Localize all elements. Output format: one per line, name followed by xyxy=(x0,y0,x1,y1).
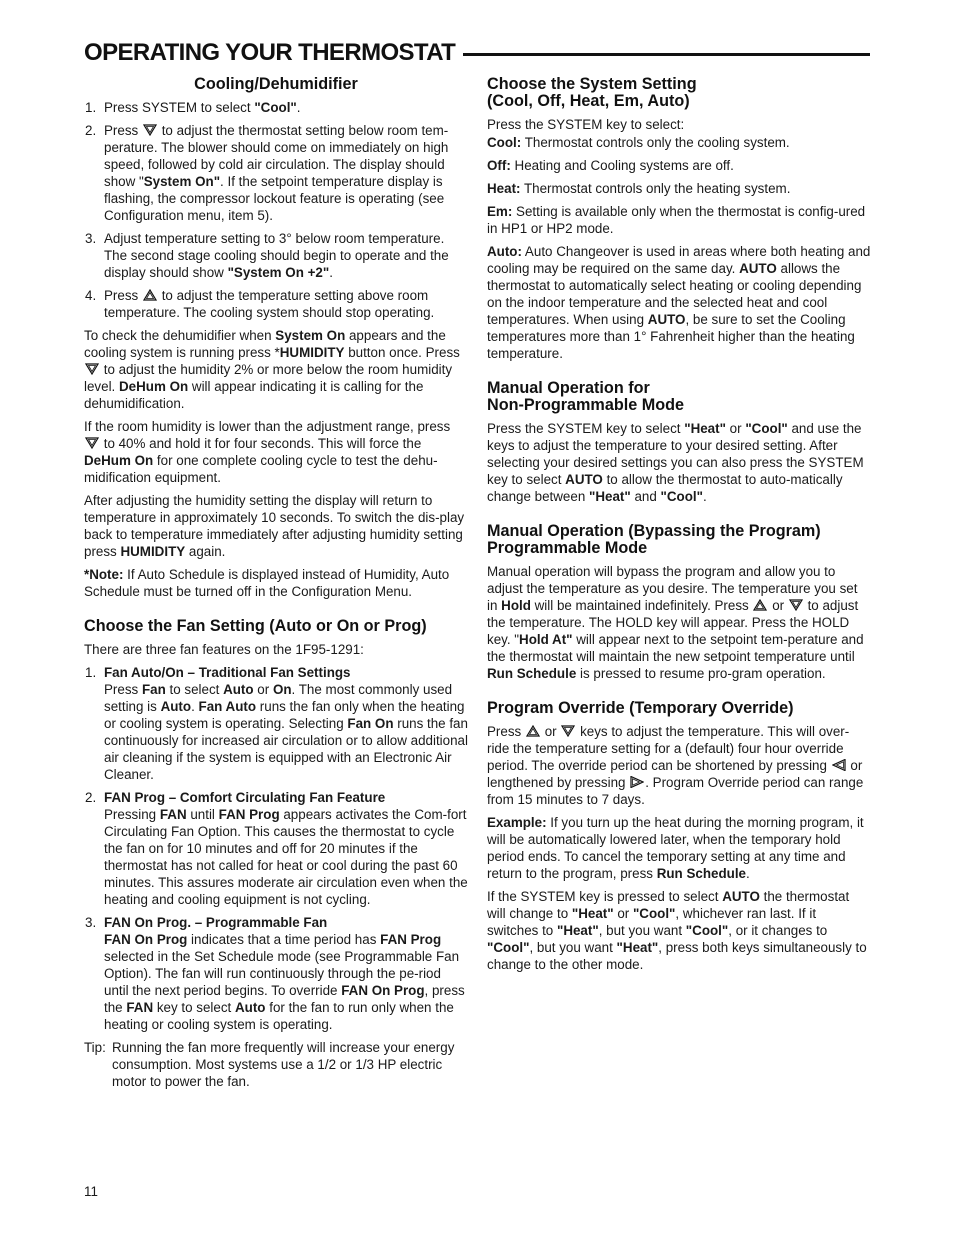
text: Press xyxy=(487,724,522,739)
text: will appear indicating it is calling for the dehumidification. xyxy=(84,379,424,411)
text: . xyxy=(746,866,750,881)
text: , but you want xyxy=(598,923,686,938)
text: button once. Press xyxy=(344,345,460,360)
cooling-step-2 xyxy=(84,122,468,224)
fan-heading: Choose the Fan Setting (Auto or On or Prog) xyxy=(84,617,427,635)
text-bold: Hold At" xyxy=(519,632,573,647)
system-off xyxy=(487,157,871,174)
system-heat xyxy=(487,180,871,197)
text-bold: FAN xyxy=(159,807,187,822)
manual-prog-text xyxy=(487,563,871,682)
text: runs the fan only when the heating or cooling system is operating. Selecting xyxy=(104,699,465,731)
text-bold: FAN Prog xyxy=(380,932,442,947)
step-number: 3. xyxy=(85,915,97,930)
text: , press both keys simultaneously to change to the other mode. xyxy=(487,940,867,972)
text-bold: Fan Auto xyxy=(198,699,257,714)
fan-step-1 xyxy=(84,664,468,783)
term-label: Auto: xyxy=(487,244,522,259)
heading-line: (Cool, Off, Heat, Em, Auto) xyxy=(487,92,690,110)
text-bold: HUMIDITY xyxy=(279,345,345,360)
text: If the SYSTEM key is pressed to select xyxy=(487,889,723,904)
text: to allow the thermostat to auto-matically change between xyxy=(487,472,843,504)
text: is pressed to resume pro-gram operation. xyxy=(576,666,826,681)
text-bold: FAN xyxy=(126,1000,154,1015)
text: the thermostat will change to xyxy=(487,889,850,921)
text: or xyxy=(613,906,633,921)
text: Press the SYSTEM key to select: xyxy=(487,117,685,132)
tip-label: Tip: xyxy=(84,1040,106,1055)
text: . Program Override period can range from 15 minutes to 7 days. xyxy=(487,775,864,807)
text: and use the keys to adjust the temperature to your desired setting. After selecting your desired settings you can also press the SYSTEM key to select xyxy=(487,421,864,487)
fan-step-title: FAN Prog – Comfort Circulating Fan Feature xyxy=(104,790,386,805)
text-bold: AUTO xyxy=(565,472,603,487)
left-arrow-icon xyxy=(832,759,846,771)
text: to adjust the temperature. The HOLD key will appear. Press the HOLD key. " xyxy=(487,598,859,647)
fan-step-2 xyxy=(84,789,468,908)
system-auto xyxy=(487,243,871,362)
text: or lengthened by pressing xyxy=(487,758,863,790)
text: If you turn up the heat during the morning program, it will be automatically lowered later, when the temporary hold period ends. To cancel the temporary setting at any time and return to the program, press xyxy=(487,815,864,881)
step-number: 1. xyxy=(85,665,97,680)
text-bold: "Cool" xyxy=(632,906,676,921)
step-text: . xyxy=(296,100,301,115)
step-text: Press xyxy=(104,123,139,138)
manual-prog-heading xyxy=(487,523,871,557)
fan-tip xyxy=(84,1039,468,1090)
step-text: Press xyxy=(104,288,139,303)
text-bold: Fan xyxy=(141,682,166,697)
text: Heating and Cooling systems are off. xyxy=(510,158,734,173)
cooling-step-3 xyxy=(84,230,468,281)
text: , whichever ran last. If it switches to xyxy=(487,906,817,938)
text: will be maintained indefinitely. Press xyxy=(530,598,749,613)
cooling-step-1 xyxy=(84,99,468,116)
text-bold: AUTO xyxy=(647,312,686,327)
text-bold: Run Schedule xyxy=(487,666,577,681)
fan-steps xyxy=(84,664,468,1033)
text: until xyxy=(186,807,219,822)
text: key to select xyxy=(153,1000,235,1015)
fan-intro: There are three fan features on the 1F95-1291: xyxy=(84,642,364,657)
text: , press the xyxy=(104,983,465,1015)
text: , or it changes to xyxy=(728,923,828,938)
heading-line: Programmable Mode xyxy=(487,539,648,557)
right-column xyxy=(487,76,871,979)
step-text: to adjust the thermostat setting below room tem-perature. The blower should come on immediately on high speed, followed by cold air circulation. The display should show " xyxy=(104,123,449,189)
text-bold: On xyxy=(272,682,292,697)
text: will appear next to the setpoint tem-perature and the thermostat will maintain the new setpoint temperature until xyxy=(487,632,864,664)
text: , but you want xyxy=(529,940,617,955)
right-arrow-icon xyxy=(630,776,644,788)
override-text xyxy=(487,723,871,808)
text-bold: "Cool" xyxy=(660,489,703,504)
step-text: Adjust temperature setting to 3° below room temperature. The second stage cooling should begin to operate and the display should show xyxy=(104,231,449,280)
page-title: OPERATING YOUR THERMOSTAT xyxy=(84,39,456,66)
system-cool xyxy=(487,134,871,151)
text: Auto Changeover is used in areas where both heating and cooling may be required on the same day. xyxy=(487,244,871,276)
text: to select xyxy=(165,682,224,697)
text: , be sure to set the Cooling temperatures more than 1° Fahrenheit higher than the heating temperature. xyxy=(487,312,855,361)
text-bold: "Cool" xyxy=(745,421,788,436)
text: Press xyxy=(104,682,142,697)
note-label: *Note: xyxy=(84,567,124,582)
header-rule xyxy=(463,53,870,56)
cooling-steps xyxy=(84,99,468,321)
text: for one complete cooling cycle to test the dehu-midification equipment. xyxy=(84,453,438,485)
term-label: Em: xyxy=(487,204,513,219)
text: runs the fan continuously for increased air circulation or to allow additional air cleaning if the system is equipped with an Electronic Air Cleaner. xyxy=(104,716,468,782)
down-arrow-icon xyxy=(143,124,157,136)
text: . The most commonly used setting is xyxy=(104,682,453,714)
text: Manual operation will bypass the program and allow you to adjust the temperature as you desire. The temperature you set in xyxy=(487,564,858,613)
text: If the room humidity is lower than the adjustment range, press xyxy=(84,419,451,434)
step-text: Press SYSTEM to select xyxy=(104,100,255,115)
text-bold: "Cool" xyxy=(487,940,530,955)
text-bold: FAN Prog xyxy=(218,807,280,822)
fan-step-3 xyxy=(84,914,468,1033)
heading-line: Manual Operation (Bypassing the Program) xyxy=(487,522,821,540)
text-bold: HUMIDITY xyxy=(120,544,186,559)
system-heading xyxy=(487,76,871,110)
text-bold: "Heat" xyxy=(589,489,631,504)
text-bold: Run Schedule xyxy=(656,866,746,881)
text: or xyxy=(768,598,785,613)
heading-line: Choose the System Setting xyxy=(487,75,697,93)
cooling-heading: Cooling/Dehumidifier xyxy=(194,75,358,93)
manual-nonprog-heading xyxy=(487,380,871,414)
term-label: Cool: xyxy=(487,135,522,150)
page-number: 11 xyxy=(84,1184,98,1199)
text: selected in the Set Schedule mode (see Programmable Fan Option). The fan will run continuously through the pe-riod until the next period begins. To override xyxy=(104,949,460,998)
text-bold: DeHum On xyxy=(118,379,189,394)
text-bold: "Heat" xyxy=(556,923,599,938)
step-number: 3. xyxy=(85,231,97,246)
text: Thermostat controls only the cooling system. xyxy=(521,135,790,150)
fan-step-title: FAN On Prog. – Programmable Fan xyxy=(104,915,328,930)
dehumidifier-force-paragraph xyxy=(84,418,468,486)
text-bold: FAN On Prog xyxy=(104,932,188,947)
step-number: 2. xyxy=(85,123,97,138)
step-text: . xyxy=(329,265,333,280)
text-bold: Auto xyxy=(235,1000,266,1015)
text: appears and the cooling system is running press * xyxy=(84,328,446,360)
dehumidifier-check-paragraph xyxy=(84,327,468,412)
text-bold: Auto xyxy=(160,699,192,714)
override-heading: Program Override (Temporary Override) xyxy=(487,699,794,717)
text-bold: AUTO xyxy=(722,889,760,904)
text: If Auto Schedule is displayed instead of Humidity, Auto Schedule must be turned off in the Configuration Menu. xyxy=(84,567,450,599)
tip-text: Running the fan more frequently will increase your energy consumption. Most systems use a 1/2 or 1/3 HP electric motor to power the fan. xyxy=(112,1040,455,1089)
text: Pressing xyxy=(104,807,160,822)
down-arrow-icon xyxy=(85,437,99,449)
text-bold: DeHum On xyxy=(84,453,154,468)
manual-nonprog-text xyxy=(487,420,871,505)
text: appears activates the Com-fort Circulating Fan Option. This causes the thermostat to cycle the fan on for 10 minutes and off for 20 minutes if the thermostat has not called for heat or cool during the past 60 minutes. This assures moderate air circulation even when the heating and cooling equipment is not cycling. xyxy=(104,807,468,907)
text-bold: AUTO xyxy=(739,261,777,276)
text: To check the dehumidifier when xyxy=(84,328,276,343)
up-arrow-icon xyxy=(526,725,540,737)
text: and xyxy=(630,489,661,504)
step-number: 2. xyxy=(85,790,97,805)
up-arrow-icon xyxy=(143,289,157,301)
text-bold: Auto xyxy=(223,682,254,697)
text: for the fan to run only when the heating or cooling system is operating. xyxy=(104,1000,454,1032)
text: or xyxy=(253,682,273,697)
text: to adjust the humidity 2% or more below the room humidity level. xyxy=(84,362,453,394)
text: Setting is available only when the thermostat is config-ured in HP1 or HP2 mode. xyxy=(487,204,866,236)
text: keys to adjust the temperature. This will over-ride the temperature setting for a (default) four hour override period. The override period can be shortened by pressing xyxy=(487,724,850,773)
heading-line: Manual Operation for xyxy=(487,379,650,397)
text: again. xyxy=(185,544,226,559)
text: Thermostat controls only the heating system. xyxy=(520,181,791,196)
down-arrow-icon xyxy=(85,363,99,375)
text: After adjusting the humidity setting the display will return to temperature in approximately 10 seconds. To switch the dis-play back to temperature immediately after adjusting humidity setting press xyxy=(84,493,465,559)
text-bold: Hold xyxy=(501,598,531,613)
step-number: 1. xyxy=(85,100,97,115)
text: . xyxy=(702,489,707,504)
step-text-bold: "System On +2" xyxy=(227,265,330,280)
heading-line: Non-Programmable Mode xyxy=(487,396,684,414)
system-em xyxy=(487,203,871,237)
text-bold: Fan On xyxy=(347,716,394,731)
text-bold: System On xyxy=(275,328,346,343)
page-header xyxy=(84,38,870,68)
text-bold: "Heat" xyxy=(571,906,614,921)
example-label: Example: xyxy=(487,815,547,830)
override-auto-text xyxy=(487,888,871,973)
step-text-bold: System On" xyxy=(143,174,221,189)
text: allows the thermostat to automatically select heating or cooling depending on the indoor temperature and the selected heat and cool temperatures. When using xyxy=(487,261,862,327)
text-bold: "Heat" xyxy=(684,421,726,436)
system-intro xyxy=(487,116,871,133)
text: . xyxy=(191,699,199,714)
left-column xyxy=(84,76,468,1096)
text: or xyxy=(725,421,746,436)
text-bold: FAN On Prog xyxy=(341,983,425,998)
text-bold: "Heat" xyxy=(616,940,659,955)
humidity-return-paragraph xyxy=(84,492,468,560)
step-text-bold: "Cool" xyxy=(254,100,297,115)
cooling-step-4 xyxy=(84,287,468,321)
term-label: Off: xyxy=(487,158,511,173)
step-text: . If the setpoint temperature display is flashing, the compressor lockout feature is operating (see Configuration menu, item 5). xyxy=(104,174,445,223)
fan-step-title: Fan Auto/On – Traditional Fan Settings xyxy=(104,665,351,680)
auto-schedule-note xyxy=(84,566,468,600)
override-example xyxy=(487,814,871,882)
step-number: 4. xyxy=(85,288,97,303)
text: or xyxy=(540,724,557,739)
text-bold: "Cool" xyxy=(685,923,729,938)
down-arrow-icon xyxy=(789,599,803,611)
text: to 40% and hold it for four seconds. This will force the xyxy=(100,436,422,451)
text: indicates that a time period has xyxy=(187,932,381,947)
text: Press the SYSTEM key to select xyxy=(487,421,685,436)
down-arrow-icon xyxy=(561,725,575,737)
step-text: to adjust the temperature setting above room temperature. The cooling system should stop operating. xyxy=(104,288,435,320)
term-label: Heat: xyxy=(487,181,521,196)
up-arrow-icon xyxy=(753,599,767,611)
